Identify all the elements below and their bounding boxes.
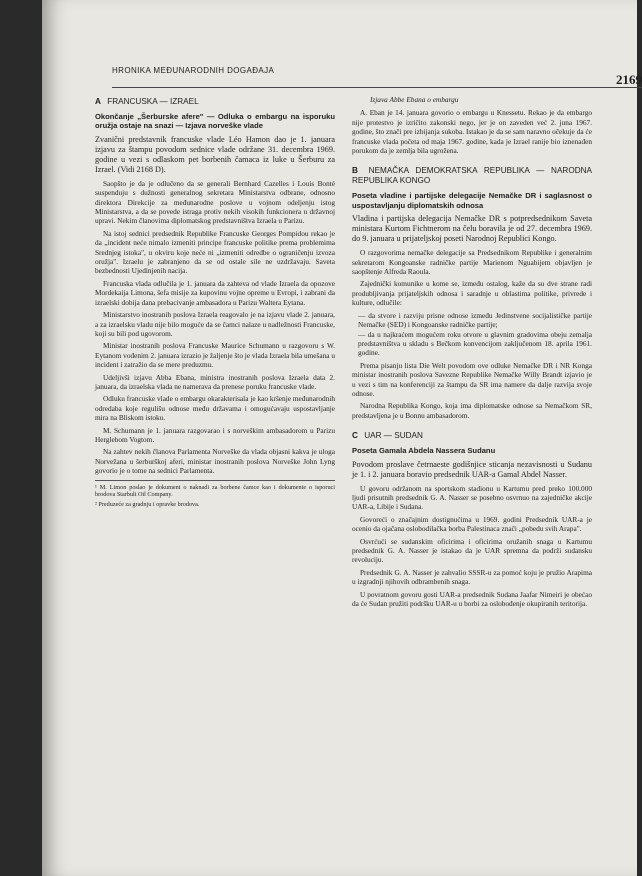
section-c-letter: C [352,431,358,441]
article-a-lead: Zvanični predstavnik francuske vlade Léo Hamon dao je 1. januara izjavu za štampu povodom sednice vlade održane 31. decembra 1969. godine u vezi s odlaskom pet borbenih čamaca iz luke u Šerburu za Izrael. (Vidi 2168 D). [95,134,335,174]
paragraph: Ministarstvo inostranih poslova Izraela reagovalo je na izjavu vlade 2. januara, a za izraelsku vladu nije bilo moguće da se čamci nalaze u nadležnosti Francuske, koji su bili pod ugovorom. [95,310,335,338]
continuation-heading: Izjava Abbe Ebana o embargu [370,95,459,104]
section-c-heading [352,431,592,441]
paragraph: U povratnom govoru gosti UAR-a predsednik Sudana Jaafar Nimeiri je obećao da će Sudan pružiti podršku UAR-u u borbi za oslobođenje okupiranih teritorija. [352,589,592,609]
paragraph: Na zahtev nekih članova Parlamenta Norveške da vlada objasni kakva je uloga Norvežana u šerburškoj aferi, ministar inostranih poslova Norveške John Lyng govorio je o tome na sednici Parlamenta. [95,447,335,476]
paragraph: Udeljivši izjavu Abba Ebana, ministra inostranih poslova Izraela data 2. januara, da izraelska vlada ne namerava da prenese poruku francuske vlade. [95,372,335,391]
list-b [352,311,592,358]
section-b-title: NEMAČKA DEMOKRATSKA REPUBLIKA — NARODNA REPUBLIKA KONGO [352,166,592,186]
paragraph: A. Eban je 14. januara govorio o embargu u Knessetu. Rekao je da embargo nije protestvo je izričito zakonski nego, jer je on zaveden već 2. juna 1967. godine, što znači pre izbijanja sukoba. Istakao je da se sam naravno očekuje da će francuske vlada početa od maja 1967. godine, kada je Izrael ranije bio iznenađen porukom da je zemlja bila ugrožena. [352,108,592,156]
footnotes [95,480,335,509]
page-header [112,58,642,88]
paragraph: Odluku francuske vlade o embargu okarakterisala je kao kršenje međunarodnih odredaba koje regulišu odnose među državama i omogućavaju uspostavljanje mira na Bliskom istoku. [95,394,335,423]
paragraph: Saopšto je da je odlučeno da se generali Bernhard Cazelles i Louis Bonté suspenduju s dužnosti generalnog sekretara Ministarstva odbrane, odnosno direktora Direkcije za međunarodne poslove u vojnom odeljenju istog Ministarstva, a da se povede istraga protiv nekih visokih funkcionera u državnoj upravi. Nekim članovima diplomatskog predstavništva Izraela u Parizu. [95,178,335,226]
paragraph: Francuska vlada odlučila je 1. januara da zahteva od vlade Izraela da opozove Mordekaija Limona, šefa misije za kupovinu vojne opreme u Evropi, i zabrani da izraelski dobija dana prebacivanje ambasadora u Parizu Waltera Eytana. [95,278,335,307]
footnote: ² Preduzeće za gradnju i opravke brodova. [95,500,200,508]
section-a-title: FRANCUSKA — IZRAEL [107,97,199,106]
paragraph: Prema pisanju lista Die Welt povodom ove odluke Nemačke DR i NR Konga ministar inostranih poslova Savezne Republike Nemačke Willy Brandt izjavio je u vezi s tim na konferenciji za štampu da SR ima namere da dalje razvija svoje odnose. [352,360,592,398]
header-title: HRONIKA MEĐUNARODNIH DOGAĐAJA [112,66,275,75]
paragraph: Ministar inostranih poslova Francuske Maurice Schumann u razgovoru s W. Eytanom vođenim 2. januara izrazio je žaljenje što je vlada Izraela bila umešana u incident i zatražio da se mere preduzmu. [95,341,335,370]
paragraph: Zajednički komunike u kome se, između ostalog, kaže da su dve strane radi produbljivanja prijateljskih odnosa i saradnje u oblastima politike, privrede i kulture, odlučile: [352,279,592,308]
article-a-title: Okončanje „Šerburske afere" — Odluka o embargu na isporuku oružja ostaje na snazi — Izjava norveške vlade [95,112,335,131]
section-b-letter: B [352,166,358,176]
right-column [352,95,592,611]
article-c-title: Poseta Gamala Abdela Nassera Sudanu [352,446,496,456]
list-item: — da u najkraćem mogućem roku otvore u glavnim gradovima obeju zemalja predstavništva u skladu s Bečkom konvencijom zaključenom 18. aprila 1961. godine. [358,330,592,358]
article-b-title: Poseta vladine i partijske delegacije Nemačke DR i saglasnost o uspostavljanju diplomatskih odnosa [352,191,592,210]
paragraph: O razgovorima nemačke delegacije sa Predsednikom Republike i generalnim sekretarom Kongoanske radničke partije Marienom Nguabijem objavljen je saopštenje Alfreda Raoula. [352,248,592,277]
article-b-lead: Vladina i partijska delegacija Nemačke DR s potpredsednikom Saveta ministara Kurtom Fichtnerom na čelu boravila je od 27. decembra 1969. do 9. januara u prijateljskoj poseti Narodnoj Republici Kongo. [352,214,592,244]
section-a-letter: A [95,97,101,106]
paragraph: Govoreći o značajnim dostignućima u 1969. godini Predsednik UAR-a je ocenio da ojačana oslobodilačka borba Palestinaca znači „pobedu svih Arapa". [352,514,592,534]
paragraph: M. Schumann je 1. januara razgovarao i s norveškim ambasadorom u Parizu Herglebom Vogtom. [95,425,335,444]
paragraph: Na istoj sednici predsednik Republike Francuske Georges Pompidou rekao je da „incident neće nimalo izmeniti principe francuske politike prema problemima Srednjeg istoka", u okviru koje neće ni „izmeniti odredbe o ograničenju izvoza oružja". Izraelu je zabranjeno da se od ostale sile ne uzdržavaju. Saveta bezbednosti Ujedinjenih nacija. [95,228,335,276]
footnote: ¹ M. Limon poslao je dokument o naknadi za borbene čamce kao i dokumente o isporuci brodova Starbult Oil Company. [95,483,335,499]
section-a-heading [95,97,335,107]
paragraph: Narodna Republika Kongo, koja ima diplomatske odnose sa Nemačkom SR, predstavljena je u Bonnu ambasadorom. [352,401,592,420]
paragraph: Predsednik G. A. Nasser je zahvalio SSSR-u za pomoć koju je pružio Arapima u izgradnji njihovih odbrambenih snaga. [352,567,592,587]
list-item: — da stvore i razviju prisne odnose između Jedinstvene socijalističke partije Nemačke (SED) i Kongoanske radničke partije; [358,311,592,330]
article-c-lead: Povodom proslave četrnaeste godišnjice sticanja nezavisnosti u Sudanu je 1. i 2. januara boravio predsednik UAR-a Gamal Abdel Nasser. [352,459,592,479]
left-column [95,95,335,510]
section-b-heading [352,166,592,186]
paragraph: Osvrćući se sudanskim oficirima i oficirima oružanih snaga u Kartumu predsednik G. A. Nasser je istakao da je UAR spremna da podrži sudansku revoluciju. [352,536,592,565]
section-c-title: UAR — SUDAN [364,431,423,441]
page-number: 2169 [616,72,642,87]
paragraph: U govoru održanom na sportskom stadionu u Kartumu pred preko 100.000 ljudi prisutnih predsednik G. A. Nasser se posebno osvrnuo na zajedničke akcije UAR-a, Libije i Sudana. [352,483,592,512]
